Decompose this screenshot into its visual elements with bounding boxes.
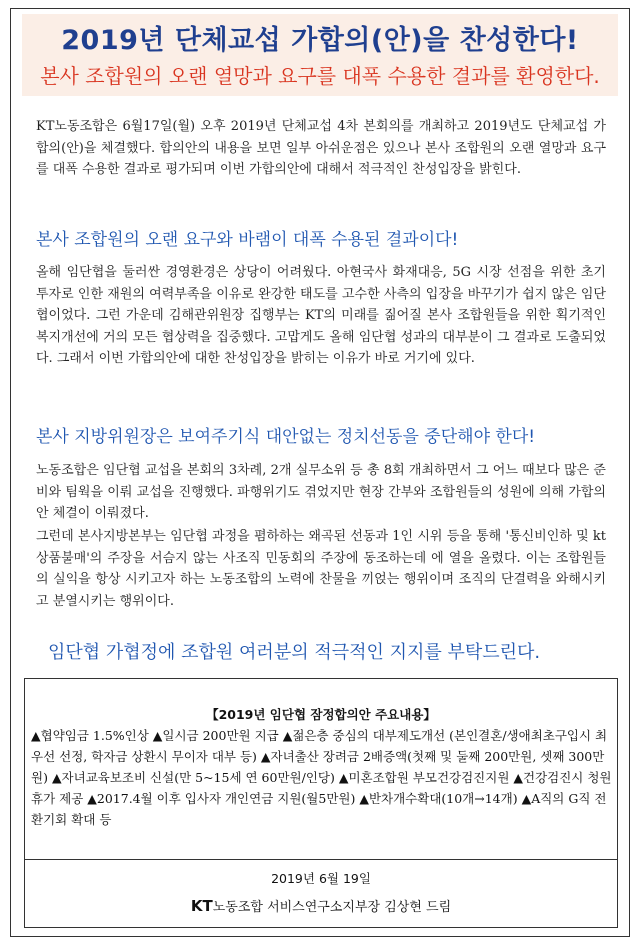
summary-item: ▲자녀출산 장려금 2배증액(첫째 및 둘째 200만원, 셋째 300만원) [31,749,605,785]
summary-item: ▲일시금 200만원 지급 [152,728,279,743]
summary-divider [25,859,617,860]
summary-item: ▲건강검진시 청원휴가 제공 [31,770,612,806]
signature-org: KT [190,897,213,915]
summary-item: ▲반차개수확대(10개→14개) [359,791,518,806]
summary-item: ▲2017.4월 이후 입사자 개인연금 지원(월5만원) [87,791,356,806]
section2-paragraph-1: 노동조합은 임단협 교섭을 본회의 3차례, 2개 실무소위 등 총 8회 개최하면서 그 어느 때보다 많은 준비와 팀웍을 이뤄 교섭을 진행했다. 파행위기도 겪었지만 현장 간부와 조합원들의 성원에 의해 가합의안 체결이 이뤄졌다. [36,463,606,521]
summary-box [24,678,618,928]
summary-item: ▲미혼조합원 부모건강검진지원 [338,770,510,785]
section1-paragraph: 올해 임단협을 둘러싼 경영환경은 상당이 어려웠다. 아현국사 화재대응, 5G 시장 선점을 위한 초기 투자로 인한 재원의 여력부족을 이유로 완강한 태도를 고수한 사측의 입장을 바꾸기가 쉽지 않은 임단협이었다. 그런 가운데 김해관위원장 집행부는 KT의 미래를 짊어질 본사 조합원들을 위한 획기적인 복지개선에 거의 모든 협상력을 집중했다. 고맙게도 올해 임단협 성과의 대부분이 그 결과로 도출되었다. 그래서 이번 가합의안에 대한 찬성입장을 밝히는 이유가 바로 거기에 있다. [36,265,606,366]
signature-text: 노동조합 서비스연구소지부장 김상현 드림 [212,900,452,915]
closing-appeal: 임단협 가협정에 조합원 여러분의 적극적인 지지를 부탁드린다. [48,642,541,663]
section2-heading: 본사 지방위원장은 보여주기식 대안없는 정치선동을 중단해야 한다! [36,427,536,447]
summary-list [31,725,613,830]
summary-title: 【2019년 임단협 잠정합의안 주요내용】 [206,707,436,722]
intro-paragraph: KT노동조합은 6월17일(월) 오후 2019년 단체교섭 4차 본회의를 개최하고 2019년도 단체교섭 가합의(안)을 체결했다. 합의안의 내용을 보면 일부 아쉬운점은 있으나 본사 조합원의 오랜 열망과 요구를 대폭 수용한 결과로 평가되며 이번 가합의안에 대해서 적극적인 찬성입장을 밝힌다. [36,119,606,177]
summary-item: ▲A직의 G직 전환기회 확대 등 [31,791,607,827]
section1-heading: 본사 조합원의 오랜 요구와 바램이 대폭 수용된 결과이다! [36,230,459,250]
document-date: 2019년 6월 19일 [271,871,371,886]
summary-item: ▲협약임금 1.5%인상 [31,728,149,743]
signature [25,896,617,915]
page-title: 2019년 단체교섭 가합의(안)을 찬성한다! [61,25,579,56]
section2-paragraph-2: 그런데 본사지방본부는 임단협 과정을 폄하하는 왜곡된 선동과 1인 시위 등을 통해 '통신비인하 및 kt상품불매'의 주장을 서슴지 않는 사조직 민동회의 주장에 동조하는데 에 열을 올렸다. 이는 조합원들의 실익을 항상 시키고자 하는 노동조합의 노력에 찬물을 끼얹는 행위이며 조직의 단결력을 와해시키고 분열시키는 행위이다. [36,529,606,609]
summary-item: ▲자녀교육보조비 신설(만 5~15세 연 60만원/인당) [51,770,335,785]
summary-item: ▲젊은층 중심의 대부제도개선 (본인결혼/생애최초구입시 최우선 선정, 학자금 상환시 무이자 대부 등) [31,728,608,764]
page-subtitle: 본사 조합원의 오랜 열망과 요구를 대폭 수용한 결과를 환영한다. [40,64,600,88]
